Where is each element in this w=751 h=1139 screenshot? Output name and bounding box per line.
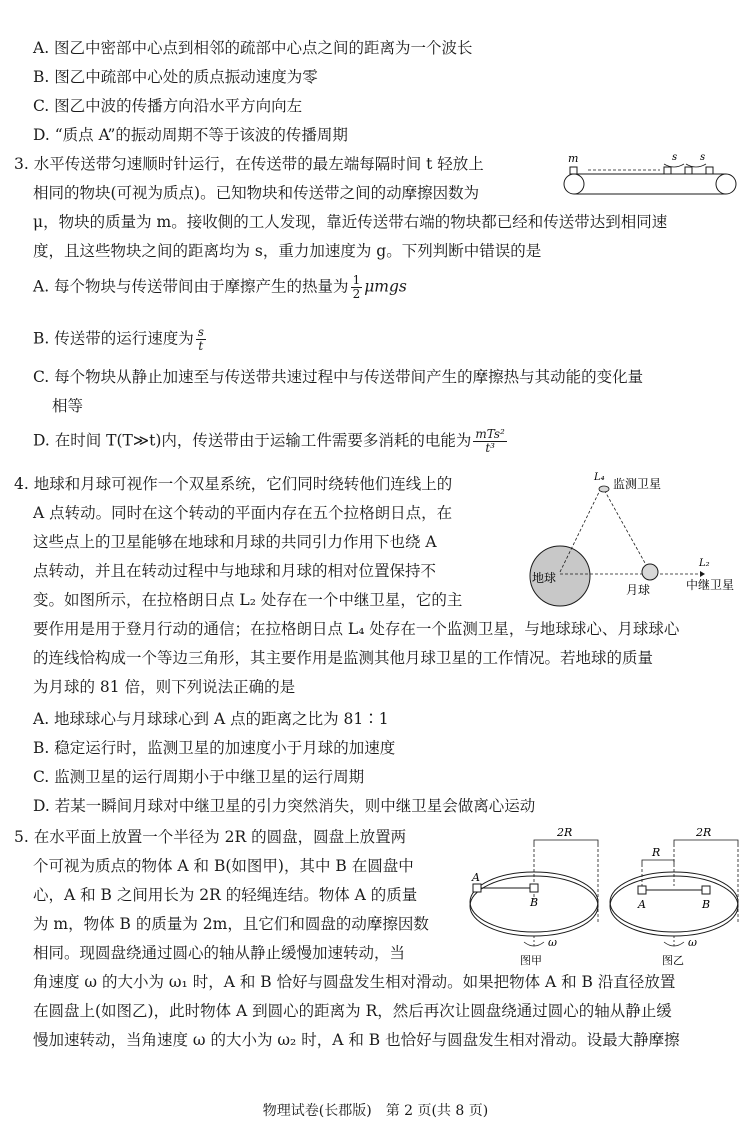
- fig1-label-b: B: [530, 896, 539, 909]
- fig1-label-omega: ω: [548, 936, 557, 949]
- q2-option-a: A. 图乙中密部中心点到相邻的疏部中心点之间的距离为一个波长: [33, 39, 473, 57]
- fig-label-m: m: [568, 152, 579, 165]
- q4-line-5: 变。如图所示，在拉格朗日点 L₂ 处存在一个中继卫星，它的主: [33, 591, 463, 609]
- q5-line-1: 5. 在水平面上放置一个半径为 2R 的圆盘，圆盘上放置两: [14, 828, 407, 846]
- fig-label-monitor: 监测卫星: [613, 477, 662, 491]
- fig-label-l4: L₄: [594, 472, 605, 483]
- q3-option-d: [33, 428, 509, 455]
- fig2-label-r: R: [652, 846, 661, 859]
- fig2-label-b: B: [702, 898, 711, 911]
- conveyor-figure: [560, 150, 740, 202]
- q3-option-d-text: D. 在时间 T(T≫t)内，传送带由于运输工件需要多消耗的电能为: [33, 431, 472, 450]
- fig-label-s1: s: [672, 152, 678, 163]
- q3-option-b-fraction: [196, 326, 206, 353]
- q5-line-5: 相同。现圆盘绕通过圆心的轴从静止缓慢加速转动，当: [33, 944, 406, 962]
- q5-line-7: 在圆盘上(如图乙)，此时物体 A 到圆心的距离为 R，然后再次让圆盘绕通过圆心的轴从静止缓: [33, 1002, 672, 1020]
- fig1-label-a: A: [472, 871, 480, 884]
- fraction-denominator: 2: [352, 287, 361, 301]
- q3-option-b: [33, 326, 208, 353]
- q4-line-2: A 点转动。同时在这个转动的平面内存在五个拉格朗日点，在: [33, 504, 453, 522]
- q3-option-a-fraction: [351, 274, 363, 301]
- q4-line-6: 要作用是用于登月行动的通信；在拉格朗日点 L₄ 处存在一个监测卫星，与地球球心、月球球心: [33, 620, 680, 638]
- q3-option-d-fraction: [473, 428, 506, 455]
- fig1-label-2r: 2R: [557, 826, 573, 839]
- q4-line-8: 为月球的 81 倍，则下列说法正确的是: [33, 678, 296, 696]
- q2-option-d: D. “质点 A”的振动周期不等于该波的传播周期: [33, 126, 348, 144]
- q2-option-b: B. 图乙中疏部中心处的质点振动速度为零: [33, 68, 318, 86]
- fig-label-earth: 地球: [532, 571, 557, 585]
- q4-option-d: D. 若某一瞬间月球对中继卫星的引力突然消失，则中继卫星会做离心运动: [33, 797, 536, 815]
- fig2-label-omega: ω: [688, 936, 697, 949]
- q3-line-1: 3. 水平传送带匀速顺时针运行，在传送带的最左端每隔时间 t 轻放上: [14, 155, 484, 173]
- q3-line-4: 度，且这些物块之间的距离均为 s，重力加速度为 g。下列判断中错误的是: [33, 242, 542, 260]
- q3-option-a-tail: μmgs: [364, 277, 407, 296]
- fig1-caption: 图甲: [520, 954, 542, 967]
- q5-line-2: 个可视为质点的物体 A 和 B(如图甲)，其中 B 在圆盘中: [33, 857, 414, 875]
- fraction-denominator: t³: [485, 441, 495, 455]
- fraction-denominator: t: [198, 339, 204, 353]
- q3-line-2: 相同的物块(可视为质点)。已知物块和传送带之间的动摩擦因数为: [33, 184, 480, 202]
- moon-circle: [642, 564, 658, 580]
- q4-line-7: 的连线恰构成一个等边三角形，其主要作用是监测其他月球卫星的工作情况。若地球的质量: [33, 649, 654, 667]
- disk-figure-b: [606, 822, 748, 970]
- q3-option-a-text: A. 每个物块与传送带间由于摩擦产生的热量为: [33, 277, 349, 296]
- fraction-numerator: mTs²: [475, 427, 505, 441]
- page-footer: 物理试卷(长郡版) 第 2 页(共 8 页): [262, 1103, 489, 1119]
- disk-figure-a: [462, 822, 608, 970]
- q5-line-6: 角速度 ω 的大小为 ω₁ 时，A 和 B 恰好与圆盘发生相对滑动。如果把物体 A 和 B 沿直径放置: [33, 973, 676, 991]
- fig-label-moon: 月球: [626, 583, 651, 597]
- q2-option-c: C. 图乙中波的传播方向沿水平方向向左: [33, 97, 303, 115]
- fig2-label-2r: 2R: [696, 826, 712, 839]
- fig2-caption: 图乙: [662, 954, 684, 967]
- q4-line-4: 点转动，并且在转动过程中与地球和月球的相对位置保持不: [33, 562, 437, 580]
- fig-label-relay: 中继卫星: [686, 578, 735, 592]
- q3-option-c-line-1: C. 每个物块从静止加速至与传送带共速过程中与传送带间产生的摩擦热与其动能的变化量: [33, 368, 644, 386]
- fig2-label-a: A: [638, 898, 646, 911]
- relay-satellite-marker: [700, 571, 705, 577]
- q4-option-b: B. 稳定运行时，监测卫星的加速度小于月球的加速度: [33, 739, 396, 757]
- q4-option-c: C. 监测卫星的运行周期小于中继卫星的运行周期: [33, 768, 365, 786]
- monitor-satellite: [599, 486, 609, 492]
- q3-option-b-text: B. 传送带的运行速度为: [33, 329, 194, 348]
- fraction-numerator: 1: [352, 273, 361, 287]
- fig-label-l2: L₂: [699, 558, 710, 569]
- q3-option-c-line-2: 相等: [52, 397, 84, 415]
- fraction-numerator: s: [197, 325, 204, 339]
- fig-label-s2: s: [700, 152, 706, 163]
- q3-line-3: μ，物块的质量为 m。接收側的工人发现，靠近传送带右端的物块都已经和传送带达到相同速: [33, 213, 668, 231]
- q3-option-a: [33, 274, 407, 301]
- q4-line-3: 这些点上的卫星能够在地球和月球的共同引力作用下也绕 A: [33, 533, 437, 551]
- q4-line-1: 4. 地球和月球可视作一个双星系统，它们同时绕转他们连线上的: [14, 475, 453, 493]
- q4-option-a: A. 地球球心与月球球心到 A 点的距离之比为 81∶1: [33, 710, 389, 728]
- q5-line-8: 慢加速转动，当角速度 ω 的大小为 ω₂ 时，A 和 B 也恰好与圆盘发生相对滑动。设最大静摩擦: [33, 1031, 680, 1049]
- lagrange-figure: [518, 468, 746, 608]
- q5-line-4: 为 m，物体 B 的质量为 2m，且它们和圆盘的动摩擦因数: [33, 915, 429, 933]
- q5-line-3: 心，A 和 B 之间用长为 2R 的轻绳连结。物体 A 的质量: [33, 886, 418, 904]
